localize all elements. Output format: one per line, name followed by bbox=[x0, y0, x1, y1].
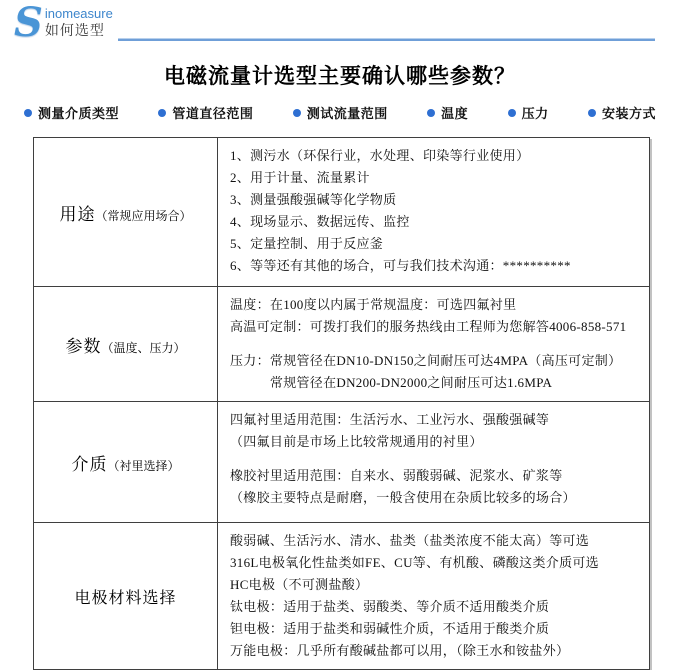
bullet-dot-icon bbox=[427, 109, 435, 117]
content-line bbox=[230, 453, 637, 465]
bullet-label: 压力 bbox=[521, 106, 549, 121]
content-line: 钽电极：适用于盐类和弱碱性介质，不适用于酸类介质 bbox=[230, 621, 550, 636]
bullet-label: 温度 bbox=[441, 106, 469, 121]
content-line: （四氟目前是市场上比较常规通用的衬里） bbox=[230, 434, 483, 449]
bullet-label: 安装方式 bbox=[601, 106, 656, 121]
content-line: 3、测量强酸强碱等化学物质 bbox=[230, 192, 397, 207]
bullet-item-medium-type bbox=[24, 103, 119, 122]
row-header-main: 介质 bbox=[71, 454, 108, 474]
logo-s-icon: S bbox=[14, 0, 43, 46]
row-content-usage bbox=[218, 138, 649, 286]
logo-tagline: 如何选型 bbox=[44, 22, 105, 38]
bullet-dot-icon bbox=[508, 109, 516, 117]
bullet-dot-icon bbox=[158, 109, 166, 117]
page-header bbox=[0, 0, 680, 46]
bullet-item-temperature bbox=[427, 103, 468, 122]
row-content-medium bbox=[218, 402, 649, 522]
parameter-bullet-row bbox=[24, 103, 656, 122]
content-line: HC电极（不可测盐酸） bbox=[230, 577, 369, 592]
content-line: 常规管径在DN200-DN2000之间耐压可达1.6MPA bbox=[230, 375, 553, 390]
content-line: 6、等等还有其他的场合，可与我们技术沟通：********** bbox=[230, 258, 571, 273]
content-line: 4、现场显示、数据远传、监控 bbox=[230, 214, 410, 229]
row-header-note: （温度、压力） bbox=[101, 340, 186, 355]
bullet-item-pressure bbox=[508, 103, 549, 122]
content-line: 温度：在100度以内属于常规温度：可选四氟衬里 bbox=[230, 297, 517, 312]
table-row-electrode bbox=[34, 522, 649, 669]
logo-text bbox=[45, 7, 113, 39]
row-content-electrode bbox=[218, 523, 649, 669]
row-header-main: 电极材料选择 bbox=[74, 589, 177, 607]
content-line: 压力：常规管径在DN10-DN150之间耐压可达4MPA（高压可定制） bbox=[230, 353, 622, 368]
bullet-label: 测试流量范围 bbox=[306, 106, 388, 121]
bullet-dot-icon bbox=[293, 109, 301, 117]
table-row-usage bbox=[34, 138, 649, 286]
content-line: 酸弱碱、生活污水、清水、盐类（盐类浓度不能太高）等可选 bbox=[230, 533, 590, 548]
bullet-item-flow-range bbox=[293, 103, 388, 122]
content-line: 四氟衬里适用范围：生活污水、工业污水、强酸强碱等 bbox=[230, 412, 550, 427]
row-header-note: （衬里选择） bbox=[107, 458, 180, 473]
bullet-dot-icon bbox=[588, 109, 596, 117]
table-row-medium bbox=[34, 401, 649, 522]
content-line: 橡胶衬里适用范围：自来水、弱酸弱碱、泥浆水、矿浆等 bbox=[230, 468, 563, 483]
row-content-parameters bbox=[218, 287, 649, 401]
content-line: 5、定量控制、用于反应釜 bbox=[230, 236, 384, 251]
bullet-dot-icon bbox=[24, 109, 32, 117]
bullet-label: 测量介质类型 bbox=[38, 106, 120, 121]
row-header-main: 参数 bbox=[65, 336, 102, 356]
row-header-usage bbox=[34, 138, 218, 286]
page-title: 电磁流量计选型主要确认哪些参数？ bbox=[164, 64, 516, 88]
brand-logo bbox=[14, 0, 113, 46]
content-line bbox=[230, 338, 637, 350]
content-line: 2、用于计量、流量累计 bbox=[230, 170, 370, 185]
content-line: 高温可定制：可拨打我们的服务热线由工程师为您解答4006-858-571 bbox=[230, 319, 627, 334]
selection-table bbox=[33, 137, 650, 670]
content-line: （橡胶主要特点是耐磨，一般含使用在杂质比较多的场合） bbox=[230, 490, 576, 505]
row-header-electrode bbox=[34, 523, 218, 669]
header-divider-line bbox=[118, 38, 655, 41]
content-line: 钛电极：适用于盐类、弱酸类、等介质不适用酸类介质 bbox=[230, 599, 550, 614]
row-header-parameters bbox=[34, 287, 218, 401]
bullet-item-pipe-diameter bbox=[158, 103, 253, 122]
content-line: 万能电极：几乎所有酸碱盐都可以用，（除王水和铵盐外） bbox=[230, 643, 570, 658]
row-header-note: （常规应用场合） bbox=[95, 208, 192, 223]
bullet-label: 管道直径范围 bbox=[172, 106, 254, 121]
content-line: 1、测污水（环保行业，水处理、印染等行业使用） bbox=[230, 148, 530, 163]
bullet-item-installation bbox=[588, 103, 656, 122]
table-row-parameters bbox=[34, 286, 649, 401]
logo-brand-name: inomeasure bbox=[44, 6, 113, 21]
row-header-medium bbox=[34, 402, 218, 522]
content-line: 316L电极氧化性盐类如FE、CU等、有机酸、磷酸这类介质可选 bbox=[230, 555, 599, 570]
row-header-main: 用途 bbox=[59, 204, 96, 224]
